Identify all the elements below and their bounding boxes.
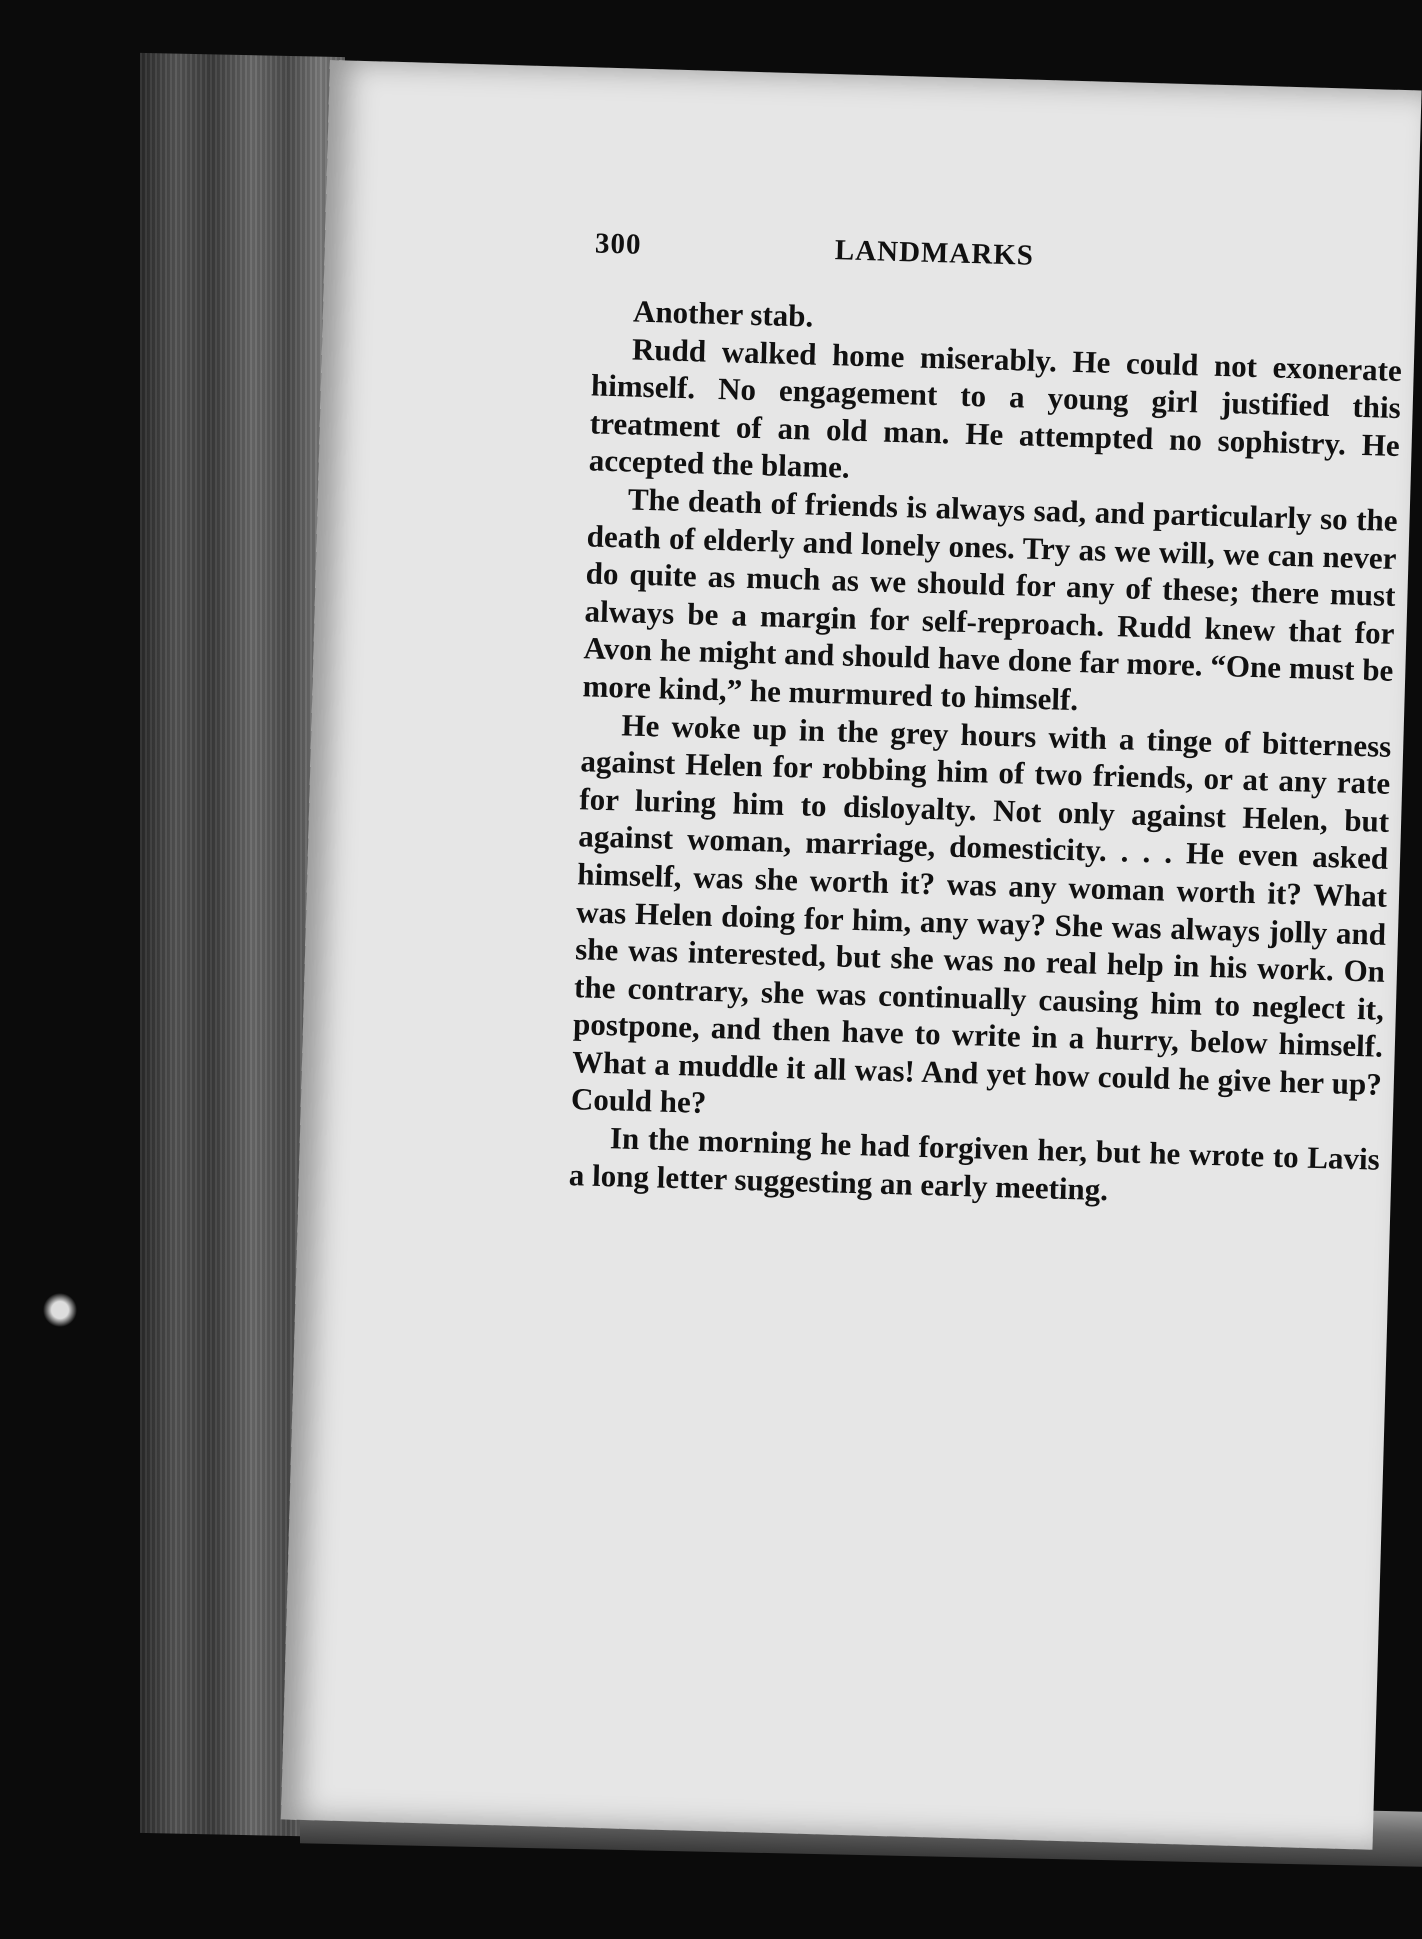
page-number: 300 <box>594 227 642 261</box>
paragraph: He woke up in the grey hours with a tinge of bitterness against Helen for robbing him of two friends, or at any rate for luring him to disloyalty. Not only against Helen, but against woman, marriage, domesticity. . . . He even asked himself, was she worth it? was any woman worth it? What was Helen doing for him, any way? She was always jolly and she was interested, but she was no real help in his work. On the contrary, she was continually causing him to neglect it, postpone, and then have to write in a hurry, below himself. What a muddle it all was! And yet how could he give her up? Could he? <box>570 706 1392 1121</box>
book-page <box>281 60 1422 1850</box>
running-head-title: LANDMARKS <box>834 234 1035 272</box>
paragraph: In the morning he had forgiven her, but he wrote to Lavis a long letter suggesting an early meeting. <box>568 1120 1381 1207</box>
paragraph: Another stab. <box>632 293 814 334</box>
paragraph: Rudd walked home miserably. He could not exonerate himself. No engagement to a young girl justified this treatment of an old man. He attempted no sophistry. He accepted the blame. <box>588 331 1403 486</box>
dust-speck <box>40 1290 80 1330</box>
page-content <box>568 227 1405 1215</box>
paragraph: The death of friends is always sad, and particularly so the death of elderly and lonely ones. Try as we will, we can never do quite as much as we should for any of these; there must always be a margin for self-reproach. Rudd knew that for Avon he might and should have done far more. “One must be more kind,” he murmured to himself. <box>582 481 1399 718</box>
body-text <box>568 291 1403 1216</box>
